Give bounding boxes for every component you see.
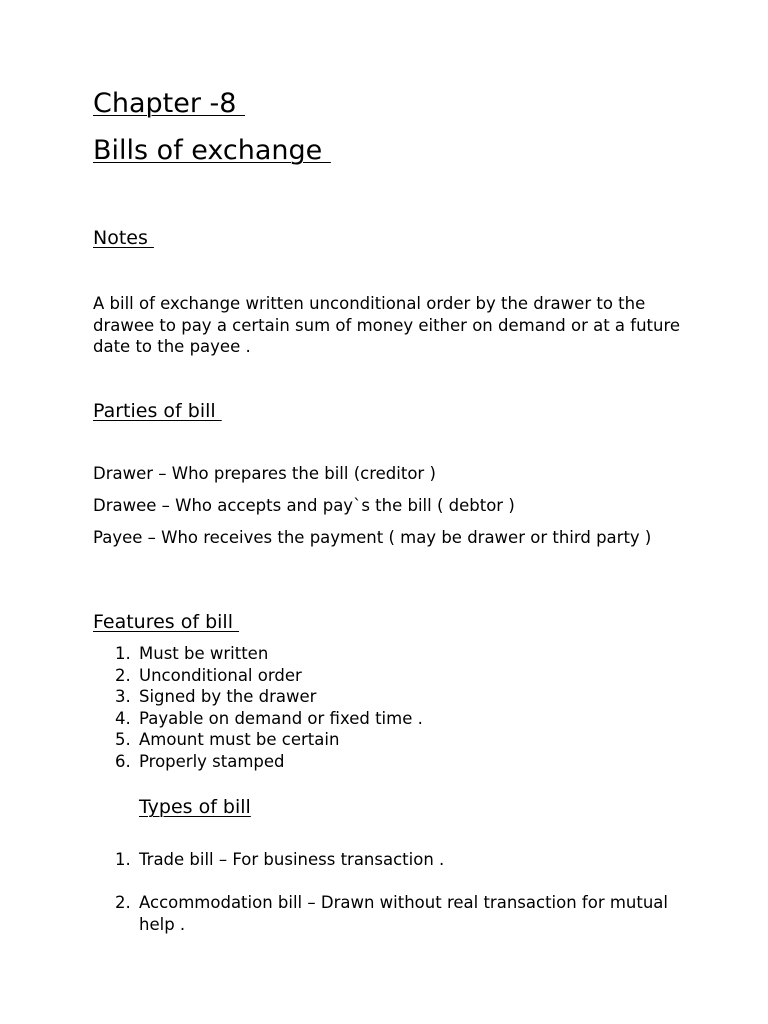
features-heading: Features of bill	[93, 611, 240, 633]
list-item: 2. Accommodation bill – Drawn without real transaction for mutual help .	[115, 893, 668, 934]
list-item: 6. Properly stamped	[115, 751, 285, 771]
party-payee: Payee – Who receives the payment ( may be drawer or third party )	[93, 528, 652, 547]
list-item: 3. Signed by the drawer	[115, 687, 317, 706]
definition-paragraph: A bill of exchange written unconditional order by the drawer to the drawee to pay a certain sum of money either on demand or at a future date to the payee .	[93, 294, 681, 356]
types-heading: Types of bill	[139, 796, 251, 818]
list-item: 2. Unconditional order	[115, 665, 302, 685]
notes-heading: Notes	[93, 227, 154, 249]
list-item: 5. Amount must be certain	[115, 730, 340, 749]
features-list	[93, 643, 693, 772]
document-title: Bills of exchange	[93, 135, 331, 166]
list-item: 1. Trade bill – For business transaction .	[115, 850, 445, 869]
types-list	[93, 849, 693, 935]
party-drawer: Drawer – Who prepares the bill (creditor )	[93, 464, 436, 483]
list-item: 1. Must be written	[115, 644, 269, 663]
list-item: 4. Payable on demand or fixed time .	[115, 708, 423, 728]
chapter-heading: Chapter -8	[93, 88, 246, 119]
party-drawee: Drawee – Who accepts and pay`s the bill ( debtor )	[93, 496, 515, 515]
parties-heading: Parties of bill	[93, 400, 222, 422]
